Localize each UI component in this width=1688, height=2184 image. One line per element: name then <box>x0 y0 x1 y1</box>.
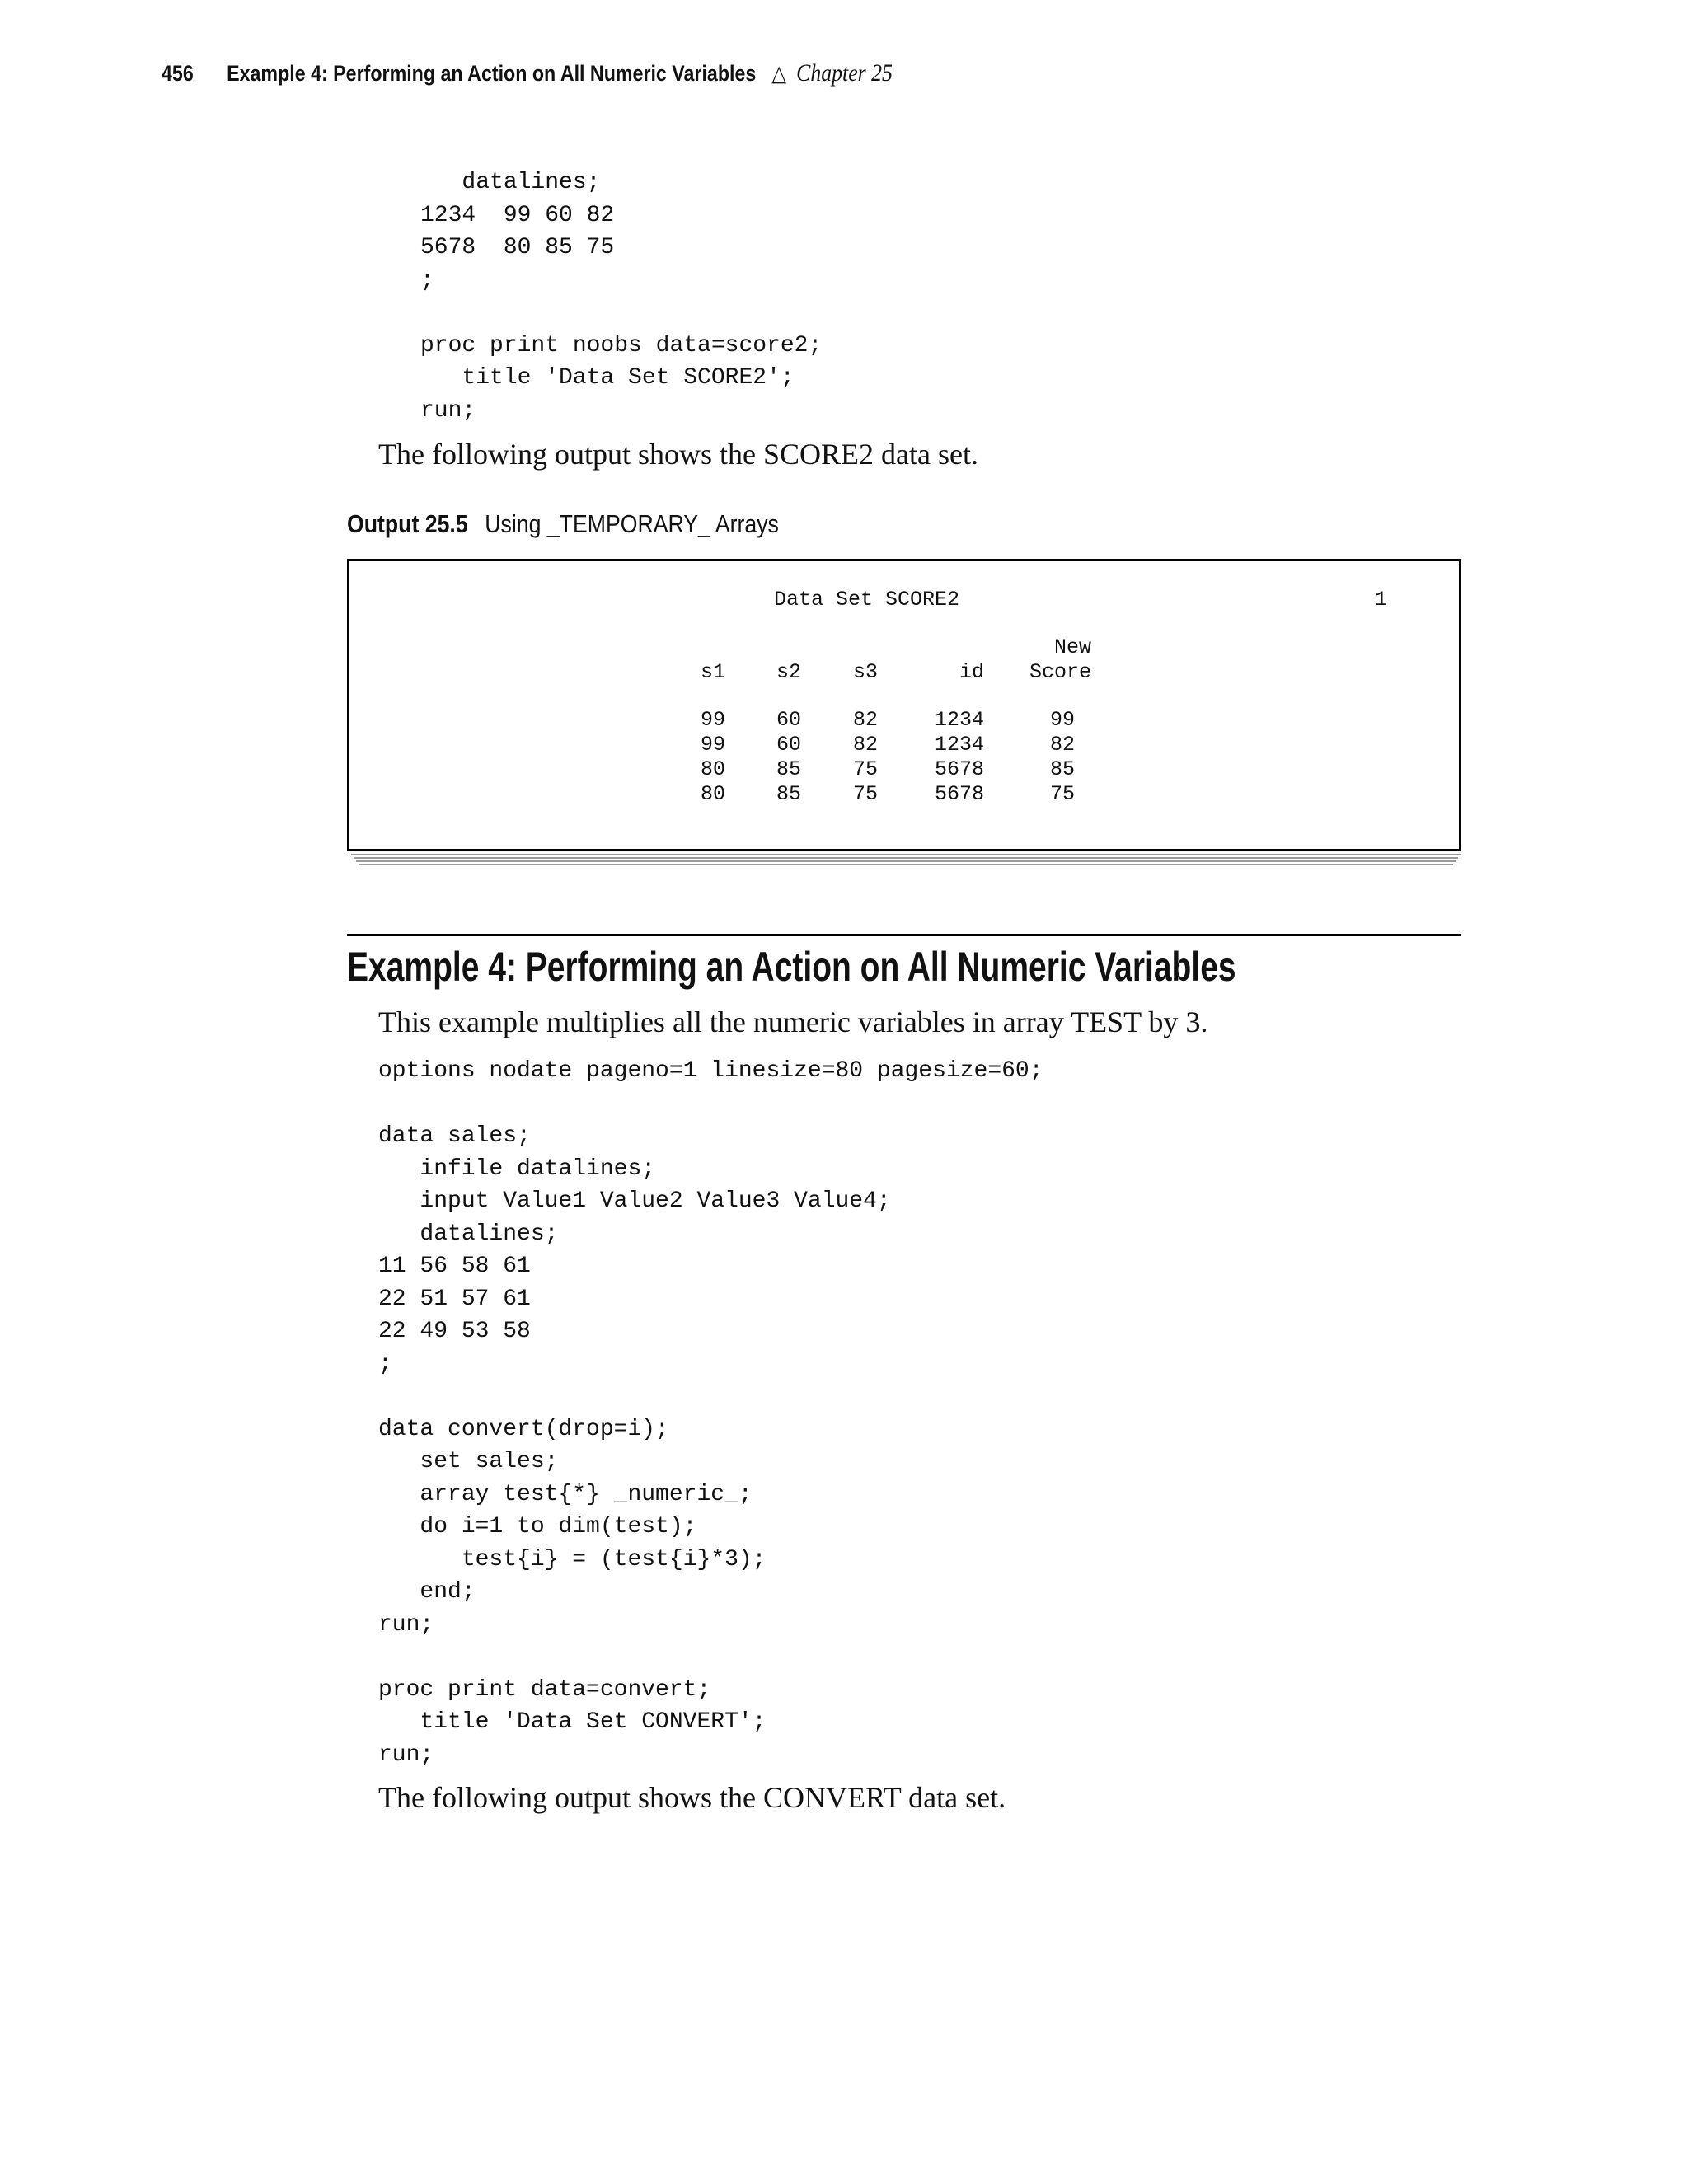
code-line: 11 56 58 61 <box>378 1254 531 1279</box>
code-line: test{i} = (test{i}*3); <box>378 1546 767 1572</box>
table-cell: 1234 <box>934 733 984 757</box>
column-header: s2 <box>776 660 801 684</box>
table-cell: 60 <box>776 733 801 757</box>
code-line: do i=1 to dim(test); <box>378 1514 697 1540</box>
code-line: proc print data=convert; <box>378 1676 711 1703</box>
code-line: 22 51 57 61 <box>378 1286 531 1312</box>
code-line: run; <box>420 397 476 424</box>
table-cell: 1234 <box>934 708 984 732</box>
running-head <box>162 59 893 87</box>
table-cell: 60 <box>776 708 801 732</box>
code-line: infile datalines; <box>378 1155 656 1182</box>
column-header-top: New <box>1053 635 1091 659</box>
table-cell: 5678 <box>934 757 984 781</box>
table-cell: 80 <box>700 757 725 781</box>
page-number: 456 <box>162 61 194 86</box>
code-line: run; <box>378 1741 434 1768</box>
output-shadow-line <box>354 857 1458 859</box>
table-cell: 99 <box>700 708 725 732</box>
table-cell: 80 <box>700 782 725 806</box>
running-head-chapter: Chapter 25 <box>796 59 893 87</box>
table-cell: 82 <box>852 733 878 757</box>
paragraph-score2-intro: The following output shows the SCORE2 data set. <box>378 438 978 471</box>
code-line: run; <box>378 1611 434 1638</box>
code-line: proc print noobs data=score2; <box>420 332 823 359</box>
table-cell: 99 <box>700 733 725 757</box>
code-block-1 <box>420 166 822 427</box>
output-title: Data Set SCORE2 <box>774 588 960 612</box>
code-line: array test{*} _numeric_; <box>378 1481 753 1507</box>
table-cell: 85 <box>1049 757 1075 781</box>
code-line: ; <box>378 1351 392 1377</box>
table-cell: 99 <box>1049 708 1075 732</box>
output-box <box>347 559 1461 851</box>
code-line: title 'Data Set CONVERT'; <box>378 1709 767 1735</box>
table-cell: 75 <box>1049 782 1075 806</box>
column-header: Score <box>1029 660 1091 684</box>
output-page-number: 1 <box>1375 588 1388 612</box>
section-rule <box>347 934 1461 936</box>
table-cell: 85 <box>776 757 801 781</box>
code-line: 22 49 53 58 <box>378 1319 531 1344</box>
section-heading: Example 4: Performing an Action on All Numeric Variables <box>347 944 1236 990</box>
code-line: set sales; <box>378 1449 559 1474</box>
code-line: data convert(drop=i); <box>378 1416 669 1442</box>
code-line: datalines; <box>378 1221 559 1247</box>
code-line: ; <box>420 267 434 293</box>
table-cell: 82 <box>1049 733 1075 757</box>
output-caption <box>347 509 779 539</box>
code-line: 5678 80 85 75 <box>420 235 615 260</box>
paragraph-example-intro: This example multiplies all the numeric variables in array TEST by 3. <box>378 1005 1208 1038</box>
code-line: options nodate pageno=1 linesize=80 pagesize=60; <box>378 1058 1043 1084</box>
output-shadow-line <box>356 860 1456 862</box>
table-cell: 82 <box>852 708 878 732</box>
code-line: datalines; <box>420 170 601 195</box>
table-cell: 85 <box>776 782 801 806</box>
output-caption-label: Output 25.5 <box>347 509 468 538</box>
code-block-2 <box>378 1055 1043 1771</box>
output-shadow-line <box>359 864 1453 865</box>
column-header: id <box>959 660 984 684</box>
running-head-section: Example 4: Performing an Action on All Numeric Variables <box>227 61 757 86</box>
column-header: s1 <box>700 660 725 684</box>
column-header: s3 <box>852 660 878 684</box>
triangle-icon: △ <box>771 61 787 86</box>
output-shadow-line <box>351 854 1461 855</box>
table-cell: 75 <box>852 757 878 781</box>
code-line: end; <box>378 1579 476 1605</box>
table-cell: 75 <box>852 782 878 806</box>
paragraph-convert-intro: The following output shows the CONVERT data set. <box>378 1781 1006 1814</box>
code-line: input Value1 Value2 Value3 Value4; <box>378 1188 891 1214</box>
code-line: data sales; <box>378 1123 531 1149</box>
code-line: title 'Data Set SCORE2'; <box>420 365 795 391</box>
code-line: 1234 99 60 82 <box>420 202 615 228</box>
output-caption-text: Using _TEMPORARY_ Arrays <box>485 509 779 538</box>
table-cell: 5678 <box>934 782 984 806</box>
